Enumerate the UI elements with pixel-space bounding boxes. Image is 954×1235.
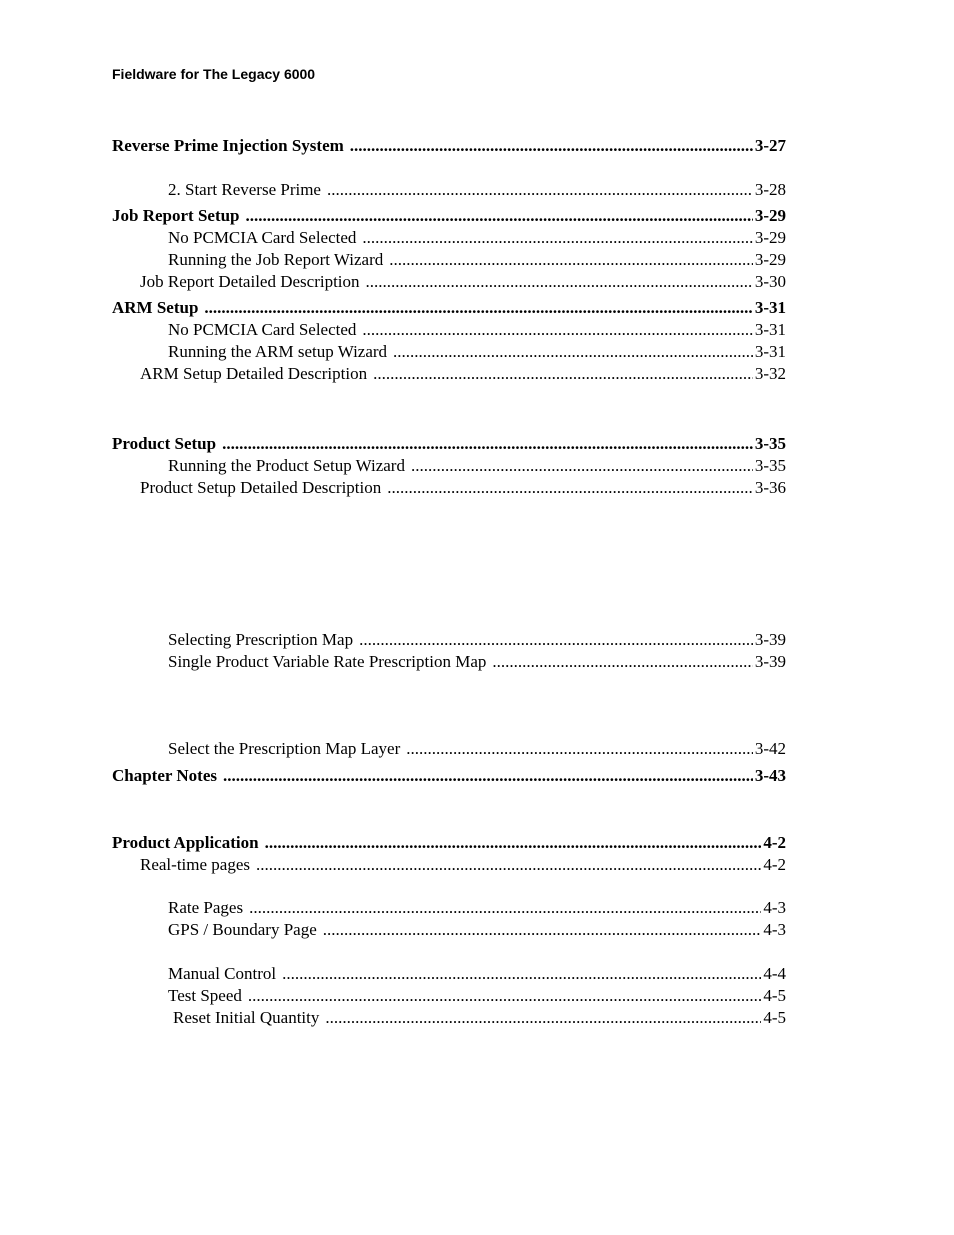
toc-dot-leader — [323, 920, 762, 940]
toc-entry[interactable] — [168, 320, 786, 342]
toc-dot-leader — [389, 250, 753, 270]
toc-entry[interactable] — [168, 920, 786, 942]
toc-entry-title: Chapter Notes — [112, 766, 217, 785]
toc-entry[interactable] — [140, 272, 786, 294]
toc-entry-page-number: 3-42 — [754, 739, 786, 758]
toc-dot-leader — [492, 652, 752, 672]
toc-entry-title: Rate Pages — [168, 898, 244, 917]
toc-entry-page-number: 3-28 — [754, 180, 786, 199]
toc-dot-leader — [248, 986, 761, 1006]
toc-entry-page-number: 4-5 — [763, 986, 786, 1005]
toc-entry-title: Job Report Setup — [112, 206, 240, 225]
toc-entry[interactable] — [168, 964, 786, 986]
toc-entry[interactable] — [168, 898, 786, 920]
toc-entry-title: Running the Job Report Wizard — [168, 250, 384, 269]
toc-entry-page-number: 3-27 — [754, 136, 786, 155]
toc-entry-title: Selecting Prescription Map — [168, 630, 354, 649]
toc-dot-leader — [366, 272, 753, 292]
toc-entry-title: GPS / Boundary Page — [168, 920, 317, 939]
toc-dot-leader — [265, 833, 762, 853]
toc-entry[interactable] — [140, 364, 786, 386]
toc-dot-leader — [222, 434, 753, 454]
toc-entry-title: Test Speed — [168, 986, 242, 1005]
page-header-title: Fieldware for The Legacy 6000 — [112, 66, 316, 82]
toc-entry-title: Real-time pages — [140, 855, 250, 874]
toc-entry[interactable] — [168, 630, 786, 652]
toc-entry-title: ARM Setup Detailed Description — [140, 364, 368, 383]
toc-entry[interactable] — [112, 298, 786, 320]
toc-entry-page-number: 3-31 — [754, 342, 786, 361]
toc-entry-title: Running the ARM setup Wizard — [168, 342, 388, 361]
toc-entry-page-number: 3-39 — [754, 652, 786, 671]
toc-entry[interactable] — [168, 342, 786, 364]
toc-dot-leader — [393, 342, 753, 362]
toc-entry-title: Product Application — [112, 833, 259, 852]
toc-entry-title: Product Setup — [112, 434, 217, 453]
toc-entry-title: Select the Prescription Map Layer — [168, 739, 401, 758]
toc-entry-title: 2. Start Reverse Prime — [168, 180, 321, 199]
toc-entry-page-number: 3-39 — [754, 630, 786, 649]
toc-dot-leader — [411, 456, 753, 476]
toc-entry[interactable] — [168, 456, 786, 478]
toc-entry[interactable] — [112, 434, 786, 456]
toc-entry[interactable] — [112, 766, 786, 788]
toc-entry-title: Running the Product Setup Wizard — [168, 456, 405, 475]
toc-dot-leader — [325, 1008, 761, 1028]
toc-dot-leader — [256, 855, 761, 875]
toc-entry[interactable] — [140, 478, 786, 500]
toc-dot-leader — [387, 478, 753, 498]
toc-dot-leader — [327, 180, 753, 200]
toc-dot-leader — [249, 898, 761, 918]
toc-dot-leader — [359, 630, 753, 650]
toc-entry-title: Product Setup Detailed Description — [140, 478, 382, 497]
toc-dot-leader — [204, 298, 752, 318]
toc-entry[interactable] — [140, 855, 786, 877]
toc-entry-page-number: 4-3 — [763, 920, 786, 939]
toc-entry[interactable] — [112, 833, 786, 855]
toc-entry-title: Reverse Prime Injection System — [112, 136, 344, 155]
toc-dot-leader — [373, 364, 753, 384]
toc-entry[interactable] — [168, 250, 786, 272]
toc-entry-title: ARM Setup — [112, 298, 199, 317]
toc-entry-page-number: 4-2 — [763, 833, 786, 852]
toc-dot-leader — [350, 136, 753, 156]
toc-entry-page-number: 4-4 — [763, 964, 786, 983]
toc-entry[interactable] — [168, 180, 786, 202]
toc-entry-page-number: 3-35 — [754, 434, 786, 453]
toc-entry-page-number: 3-29 — [754, 228, 786, 247]
toc-entry[interactable] — [168, 986, 786, 1008]
toc-entry-page-number: 4-2 — [763, 855, 786, 874]
toc-entry-page-number: 3-43 — [754, 766, 786, 785]
toc-entry-page-number: 3-30 — [754, 272, 786, 291]
toc-dot-leader — [362, 320, 752, 340]
toc-entry[interactable] — [168, 739, 786, 761]
toc-entry[interactable] — [168, 652, 786, 674]
toc-entry[interactable] — [168, 228, 786, 250]
toc-entry-page-number: 4-5 — [763, 1008, 786, 1027]
toc-entry-title: Reset Initial Quantity — [173, 1008, 320, 1027]
toc-dot-leader — [223, 766, 753, 786]
toc-dot-leader — [362, 228, 752, 248]
toc-entry-title: Single Product Variable Rate Prescription Map — [168, 652, 487, 671]
toc-dot-leader — [406, 739, 753, 759]
toc-entry-page-number: 3-29 — [754, 250, 786, 269]
toc-dot-leader — [282, 964, 761, 984]
toc-entry-page-number: 3-31 — [754, 298, 786, 317]
toc-entry[interactable] — [173, 1008, 786, 1030]
toc-entry-page-number: 3-31 — [754, 320, 786, 339]
toc-entry-title: No PCMCIA Card Selected — [168, 228, 357, 247]
toc-entry-page-number: 3-36 — [754, 478, 786, 497]
toc-entry-page-number: 3-29 — [754, 206, 786, 225]
toc-entry-title: Job Report Detailed Description — [140, 272, 360, 291]
toc-entry[interactable] — [112, 136, 786, 158]
toc-entry-page-number: 4-3 — [763, 898, 786, 917]
toc-entry[interactable] — [112, 206, 786, 228]
toc-entry-title: Manual Control — [168, 964, 277, 983]
toc-dot-leader — [246, 206, 753, 226]
toc-entry-title: No PCMCIA Card Selected — [168, 320, 357, 339]
toc-entry-page-number: 3-32 — [754, 364, 786, 383]
toc-entry-page-number: 3-35 — [754, 456, 786, 475]
